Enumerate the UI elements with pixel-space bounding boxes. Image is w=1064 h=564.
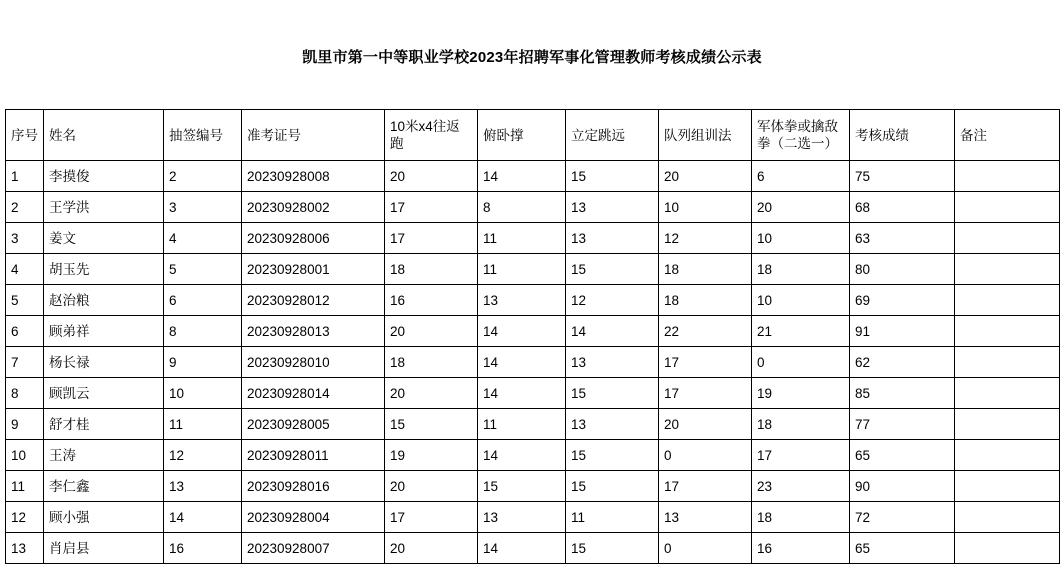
column-header-name: 姓名 bbox=[44, 110, 164, 161]
table-row bbox=[6, 533, 1060, 564]
cell-standing-jump: 15 bbox=[566, 533, 659, 564]
table-container bbox=[0, 109, 1064, 564]
cell-shuttle-run: 20 bbox=[385, 533, 478, 564]
cell-name: 顾凯云 bbox=[44, 378, 164, 409]
cell-remarks bbox=[955, 285, 1060, 316]
cell-shuttle-run: 17 bbox=[385, 223, 478, 254]
cell-total-score: 65 bbox=[850, 440, 955, 471]
cell-name: 顾小强 bbox=[44, 502, 164, 533]
cell-formation-drill: 0 bbox=[659, 533, 752, 564]
table-body bbox=[6, 161, 1060, 564]
cell-lot-number: 6 bbox=[164, 285, 242, 316]
cell-martial-arts: 20 bbox=[752, 192, 850, 223]
cell-index: 7 bbox=[6, 347, 44, 378]
cell-total-score: 63 bbox=[850, 223, 955, 254]
table-row bbox=[6, 440, 1060, 471]
cell-martial-arts: 10 bbox=[752, 223, 850, 254]
cell-pushups: 11 bbox=[478, 409, 566, 440]
cell-name: 李仁鑫 bbox=[44, 471, 164, 502]
cell-pushups: 11 bbox=[478, 223, 566, 254]
cell-formation-drill: 13 bbox=[659, 502, 752, 533]
cell-formation-drill: 12 bbox=[659, 223, 752, 254]
cell-admission-ticket: 20230928013 bbox=[242, 316, 385, 347]
page-title: 凯里市第一中等职业学校2023年招聘军事化管理教师考核成绩公示表 bbox=[302, 49, 762, 66]
cell-shuttle-run: 20 bbox=[385, 316, 478, 347]
cell-standing-jump: 15 bbox=[566, 471, 659, 502]
cell-shuttle-run: 20 bbox=[385, 471, 478, 502]
cell-index: 13 bbox=[6, 533, 44, 564]
table-row bbox=[6, 409, 1060, 440]
cell-lot-number: 14 bbox=[164, 502, 242, 533]
column-header-total-score: 考核成绩 bbox=[850, 110, 955, 161]
cell-remarks bbox=[955, 502, 1060, 533]
cell-formation-drill: 17 bbox=[659, 347, 752, 378]
cell-name: 李摸俊 bbox=[44, 161, 164, 192]
cell-index: 11 bbox=[6, 471, 44, 502]
cell-admission-ticket: 20230928010 bbox=[242, 347, 385, 378]
cell-standing-jump: 15 bbox=[566, 440, 659, 471]
cell-total-score: 72 bbox=[850, 502, 955, 533]
column-header-pushups: 俯卧撑 bbox=[478, 110, 566, 161]
cell-index: 4 bbox=[6, 254, 44, 285]
cell-lot-number: 8 bbox=[164, 316, 242, 347]
cell-admission-ticket: 20230928007 bbox=[242, 533, 385, 564]
table-row bbox=[6, 223, 1060, 254]
column-header-index: 序号 bbox=[6, 110, 44, 161]
cell-name: 杨长禄 bbox=[44, 347, 164, 378]
cell-admission-ticket: 20230928002 bbox=[242, 192, 385, 223]
cell-pushups: 13 bbox=[478, 285, 566, 316]
header-row bbox=[6, 110, 1060, 161]
cell-standing-jump: 13 bbox=[566, 192, 659, 223]
cell-total-score: 75 bbox=[850, 161, 955, 192]
cell-martial-arts: 18 bbox=[752, 254, 850, 285]
table-header bbox=[6, 110, 1060, 161]
cell-martial-arts: 18 bbox=[752, 502, 850, 533]
cell-lot-number: 16 bbox=[164, 533, 242, 564]
cell-total-score: 65 bbox=[850, 533, 955, 564]
cell-martial-arts: 21 bbox=[752, 316, 850, 347]
cell-remarks bbox=[955, 347, 1060, 378]
cell-name: 顾弟祥 bbox=[44, 316, 164, 347]
cell-lot-number: 2 bbox=[164, 161, 242, 192]
cell-name: 肖启县 bbox=[44, 533, 164, 564]
column-header-martial-arts: 军体拳或擒敌拳（二选一） bbox=[752, 110, 850, 161]
cell-shuttle-run: 17 bbox=[385, 192, 478, 223]
cell-lot-number: 12 bbox=[164, 440, 242, 471]
cell-index: 12 bbox=[6, 502, 44, 533]
cell-lot-number: 10 bbox=[164, 378, 242, 409]
cell-martial-arts: 6 bbox=[752, 161, 850, 192]
cell-pushups: 14 bbox=[478, 533, 566, 564]
column-header-shuttle-run: 10米x4往返跑 bbox=[385, 110, 478, 161]
cell-pushups: 14 bbox=[478, 378, 566, 409]
cell-formation-drill: 10 bbox=[659, 192, 752, 223]
cell-lot-number: 4 bbox=[164, 223, 242, 254]
cell-remarks bbox=[955, 533, 1060, 564]
cell-pushups: 15 bbox=[478, 471, 566, 502]
cell-total-score: 80 bbox=[850, 254, 955, 285]
table-row bbox=[6, 285, 1060, 316]
cell-name: 王涛 bbox=[44, 440, 164, 471]
cell-admission-ticket: 20230928014 bbox=[242, 378, 385, 409]
cell-standing-jump: 15 bbox=[566, 378, 659, 409]
cell-remarks bbox=[955, 409, 1060, 440]
cell-total-score: 69 bbox=[850, 285, 955, 316]
cell-admission-ticket: 20230928001 bbox=[242, 254, 385, 285]
cell-name: 赵治粮 bbox=[44, 285, 164, 316]
cell-pushups: 13 bbox=[478, 502, 566, 533]
cell-pushups: 11 bbox=[478, 254, 566, 285]
cell-formation-drill: 17 bbox=[659, 378, 752, 409]
cell-admission-ticket: 20230928008 bbox=[242, 161, 385, 192]
cell-formation-drill: 0 bbox=[659, 440, 752, 471]
cell-admission-ticket: 20230928016 bbox=[242, 471, 385, 502]
cell-lot-number: 13 bbox=[164, 471, 242, 502]
cell-shuttle-run: 18 bbox=[385, 254, 478, 285]
column-header-lot-number: 抽签编号 bbox=[164, 110, 242, 161]
cell-admission-ticket: 20230928005 bbox=[242, 409, 385, 440]
column-header-formation-drill: 队列组训法 bbox=[659, 110, 752, 161]
cell-index: 8 bbox=[6, 378, 44, 409]
cell-formation-drill: 18 bbox=[659, 285, 752, 316]
column-header-remarks: 备注 bbox=[955, 110, 1060, 161]
exam-scores-table bbox=[5, 109, 1060, 564]
cell-pushups: 14 bbox=[478, 347, 566, 378]
cell-shuttle-run: 20 bbox=[385, 378, 478, 409]
cell-remarks bbox=[955, 254, 1060, 285]
cell-lot-number: 11 bbox=[164, 409, 242, 440]
cell-remarks bbox=[955, 316, 1060, 347]
cell-pushups: 14 bbox=[478, 161, 566, 192]
cell-shuttle-run: 18 bbox=[385, 347, 478, 378]
cell-name: 姜文 bbox=[44, 223, 164, 254]
cell-index: 2 bbox=[6, 192, 44, 223]
cell-shuttle-run: 15 bbox=[385, 409, 478, 440]
cell-admission-ticket: 20230928006 bbox=[242, 223, 385, 254]
cell-martial-arts: 23 bbox=[752, 471, 850, 502]
cell-pushups: 14 bbox=[478, 440, 566, 471]
cell-remarks bbox=[955, 223, 1060, 254]
cell-martial-arts: 19 bbox=[752, 378, 850, 409]
cell-martial-arts: 16 bbox=[752, 533, 850, 564]
cell-shuttle-run: 19 bbox=[385, 440, 478, 471]
cell-index: 3 bbox=[6, 223, 44, 254]
table-row bbox=[6, 254, 1060, 285]
cell-formation-drill: 20 bbox=[659, 409, 752, 440]
table-row bbox=[6, 502, 1060, 533]
cell-total-score: 77 bbox=[850, 409, 955, 440]
cell-index: 9 bbox=[6, 409, 44, 440]
cell-standing-jump: 14 bbox=[566, 316, 659, 347]
cell-lot-number: 3 bbox=[164, 192, 242, 223]
cell-index: 10 bbox=[6, 440, 44, 471]
cell-formation-drill: 18 bbox=[659, 254, 752, 285]
cell-shuttle-run: 16 bbox=[385, 285, 478, 316]
cell-formation-drill: 22 bbox=[659, 316, 752, 347]
cell-total-score: 91 bbox=[850, 316, 955, 347]
table-row bbox=[6, 192, 1060, 223]
cell-standing-jump: 15 bbox=[566, 254, 659, 285]
cell-pushups: 8 bbox=[478, 192, 566, 223]
cell-martial-arts: 17 bbox=[752, 440, 850, 471]
cell-remarks bbox=[955, 378, 1060, 409]
cell-standing-jump: 13 bbox=[566, 223, 659, 254]
column-header-standing-jump: 立定跳远 bbox=[566, 110, 659, 161]
cell-admission-ticket: 20230928011 bbox=[242, 440, 385, 471]
table-row bbox=[6, 378, 1060, 409]
cell-remarks bbox=[955, 192, 1060, 223]
cell-standing-jump: 11 bbox=[566, 502, 659, 533]
table-row bbox=[6, 161, 1060, 192]
cell-remarks bbox=[955, 440, 1060, 471]
cell-lot-number: 5 bbox=[164, 254, 242, 285]
cell-total-score: 85 bbox=[850, 378, 955, 409]
cell-index: 6 bbox=[6, 316, 44, 347]
cell-standing-jump: 12 bbox=[566, 285, 659, 316]
cell-name: 王学洪 bbox=[44, 192, 164, 223]
cell-remarks bbox=[955, 161, 1060, 192]
cell-lot-number: 9 bbox=[164, 347, 242, 378]
cell-name: 舒才桂 bbox=[44, 409, 164, 440]
cell-remarks bbox=[955, 471, 1060, 502]
cell-formation-drill: 20 bbox=[659, 161, 752, 192]
cell-name: 胡玉先 bbox=[44, 254, 164, 285]
cell-total-score: 68 bbox=[850, 192, 955, 223]
cell-martial-arts: 10 bbox=[752, 285, 850, 316]
table-row bbox=[6, 471, 1060, 502]
cell-standing-jump: 15 bbox=[566, 161, 659, 192]
cell-admission-ticket: 20230928004 bbox=[242, 502, 385, 533]
cell-total-score: 62 bbox=[850, 347, 955, 378]
cell-admission-ticket: 20230928012 bbox=[242, 285, 385, 316]
cell-total-score: 90 bbox=[850, 471, 955, 502]
table-row bbox=[6, 316, 1060, 347]
cell-index: 5 bbox=[6, 285, 44, 316]
cell-martial-arts: 0 bbox=[752, 347, 850, 378]
cell-standing-jump: 13 bbox=[566, 347, 659, 378]
cell-formation-drill: 17 bbox=[659, 471, 752, 502]
cell-shuttle-run: 20 bbox=[385, 161, 478, 192]
cell-pushups: 14 bbox=[478, 316, 566, 347]
column-header-admission-ticket: 准考证号 bbox=[242, 110, 385, 161]
cell-shuttle-run: 17 bbox=[385, 502, 478, 533]
cell-martial-arts: 18 bbox=[752, 409, 850, 440]
cell-index: 1 bbox=[6, 161, 44, 192]
cell-standing-jump: 13 bbox=[566, 409, 659, 440]
table-row bbox=[6, 347, 1060, 378]
